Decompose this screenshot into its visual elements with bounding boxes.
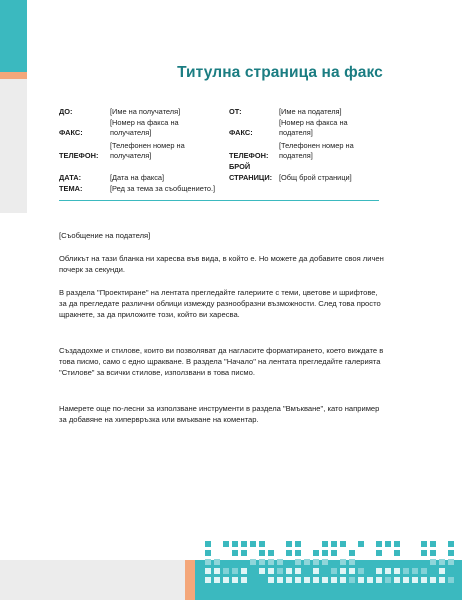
- pattern-pixel: [421, 541, 427, 547]
- from-fax-value-line1[interactable]: [Номер на факса на: [279, 118, 348, 127]
- to-value[interactable]: [Име на получателя]: [110, 107, 181, 116]
- from-phone-label: ТЕЛЕФОН:: [229, 151, 269, 160]
- date-value[interactable]: [Дата на факса]: [110, 173, 165, 182]
- left-gray-bar: [0, 79, 27, 213]
- from-phone-value-line1[interactable]: [Телефонен номер на: [279, 141, 354, 150]
- pattern-pixel: [448, 559, 454, 565]
- fax-label: ФАКС:: [59, 128, 83, 137]
- pattern-pixel: [421, 577, 427, 583]
- pattern-pixel: [268, 568, 274, 574]
- pattern-pixel: [439, 577, 445, 583]
- bottom-orange-strip: [185, 560, 195, 600]
- pattern-pixel: [268, 550, 274, 556]
- pattern-pixel: [295, 559, 301, 565]
- pattern-pixel: [358, 568, 364, 574]
- pattern-pixel: [403, 568, 409, 574]
- body-paragraph-4[interactable]: Намерете още по-лесни за използване инструменти в раздела "Вмъкване", като например за добавяне на хипервръзка или вмъкване на коментар.: [59, 404, 380, 424]
- pattern-pixel: [241, 577, 247, 583]
- from-phone-value-line2[interactable]: подателя]: [279, 151, 313, 160]
- pattern-pixel: [403, 577, 409, 583]
- fax-value-line2[interactable]: получателя]: [110, 128, 152, 137]
- pattern-pixel: [232, 568, 238, 574]
- pattern-pixel: [322, 541, 328, 547]
- body-paragraph-3[interactable]: Създадохме и стилове, които ви позволяват да нагласите форматирането, което виждате в това писмо, само с едно щракване. В раздела "Начало" на лентата прегледайте галерията "Стилове" за всички стилове, използвани в това писмо.: [59, 346, 384, 377]
- pattern-pixel: [241, 550, 247, 556]
- pattern-pixel: [259, 550, 265, 556]
- pattern-pixel: [295, 568, 301, 574]
- pattern-pixel: [214, 568, 220, 574]
- pattern-pixel: [250, 541, 256, 547]
- pattern-pixel: [349, 577, 355, 583]
- pattern-pixel: [259, 559, 265, 565]
- pattern-pixel: [349, 559, 355, 565]
- pattern-pixel: [439, 568, 445, 574]
- pattern-pixel: [376, 568, 382, 574]
- pattern-pixel: [205, 568, 211, 574]
- from-fax-value-line2[interactable]: подателя]: [279, 128, 313, 137]
- pattern-pixel: [385, 577, 391, 583]
- body-paragraph-1[interactable]: Обликът на тази бланка ни харесва във вида, в който е. Но можете да добавите своя личен почерк за секунди.: [59, 254, 384, 274]
- pattern-pixel: [313, 568, 319, 574]
- pattern-pixel: [376, 550, 382, 556]
- from-value[interactable]: [Име на подателя]: [279, 107, 342, 116]
- pattern-pixel: [376, 577, 382, 583]
- pattern-pixel: [340, 577, 346, 583]
- pattern-pixel: [295, 541, 301, 547]
- pattern-pixel: [331, 568, 337, 574]
- pattern-pixel: [232, 550, 238, 556]
- pattern-pixel: [367, 577, 373, 583]
- pattern-pixel: [223, 568, 229, 574]
- header-divider: [59, 200, 379, 201]
- pages-value[interactable]: [Общ брой страници]: [279, 173, 352, 182]
- pattern-pixel: [205, 550, 211, 556]
- pattern-pixel: [358, 577, 364, 583]
- subject-value[interactable]: [Ред за тема за съобщението.]: [110, 184, 216, 193]
- pattern-pixel: [286, 577, 292, 583]
- pattern-pixel: [277, 559, 283, 565]
- pattern-pixel: [259, 568, 265, 574]
- pattern-pixel: [214, 577, 220, 583]
- pattern-pixel: [277, 577, 283, 583]
- pattern-pixel: [448, 577, 454, 583]
- pattern-pixel: [205, 541, 211, 547]
- pattern-pixel: [349, 568, 355, 574]
- pattern-pixel: [394, 577, 400, 583]
- pattern-pixel: [340, 559, 346, 565]
- pattern-pixel: [241, 541, 247, 547]
- pattern-pixel: [385, 541, 391, 547]
- pattern-pixel: [331, 577, 337, 583]
- pattern-pixel: [295, 550, 301, 556]
- pattern-pixel: [313, 559, 319, 565]
- pattern-pixel: [286, 550, 292, 556]
- pattern-pixel: [304, 559, 310, 565]
- pattern-pixel: [214, 559, 220, 565]
- pattern-pixel: [430, 550, 436, 556]
- phone-value-line1[interactable]: [Телефонен номер на: [110, 141, 185, 150]
- body-paragraph-2[interactable]: В раздела "Проектиране" на лентата прегледайте галериите с теми, цветове и шрифтове, за да прегледате различни облици измежду разнообразни възможности. След това просто щракнете, за да приложите този, който ви харесва.: [59, 288, 381, 319]
- pattern-pixel: [430, 559, 436, 565]
- pattern-pixel: [340, 568, 346, 574]
- left-orange-bar: [0, 72, 27, 79]
- pattern-pixel: [322, 550, 328, 556]
- pattern-pixel: [448, 550, 454, 556]
- pattern-pixel: [286, 541, 292, 547]
- page-title: Титулна страница на факс: [177, 64, 383, 81]
- pattern-pixel: [322, 577, 328, 583]
- left-teal-bar: [0, 0, 27, 72]
- pattern-pixel: [439, 559, 445, 565]
- pattern-pixel: [259, 541, 265, 547]
- pattern-pixel: [268, 577, 274, 583]
- pages-label-line2: СТРАНИЦИ:: [229, 173, 273, 182]
- date-label: ДАТА:: [59, 173, 82, 182]
- pattern-pixel: [430, 541, 436, 547]
- pattern-pixel: [412, 568, 418, 574]
- pattern-pixel: [448, 541, 454, 547]
- fax-value-line1[interactable]: [Номер на факса на: [110, 118, 179, 127]
- pattern-pixel: [331, 550, 337, 556]
- pattern-pixel: [394, 568, 400, 574]
- pattern-pixel: [421, 550, 427, 556]
- phone-label: ТЕЛЕФОН:: [59, 151, 99, 160]
- pattern-pixel: [205, 577, 211, 583]
- pattern-pixel: [385, 568, 391, 574]
- pattern-pixel: [232, 541, 238, 547]
- pattern-pixel: [313, 550, 319, 556]
- pattern-pixel: [286, 568, 292, 574]
- pattern-pixel: [412, 577, 418, 583]
- pattern-pixel: [223, 541, 229, 547]
- sender-message[interactable]: [Съобщение на подателя]: [59, 231, 151, 240]
- pattern-pixel: [223, 577, 229, 583]
- to-label: ДО:: [59, 107, 73, 116]
- pattern-pixel: [376, 541, 382, 547]
- pattern-pixel: [349, 550, 355, 556]
- phone-value-line2[interactable]: получателя]: [110, 151, 152, 160]
- pattern-pixel: [322, 559, 328, 565]
- pages-label-line1: БРОЙ: [229, 162, 251, 171]
- pattern-pixel: [277, 568, 283, 574]
- pattern-pixel: [340, 541, 346, 547]
- from-fax-label: ФАКС:: [229, 128, 253, 137]
- pattern-pixel: [394, 541, 400, 547]
- pattern-pixel: [304, 577, 310, 583]
- pattern-pixel: [295, 577, 301, 583]
- pattern-pixel: [430, 577, 436, 583]
- pattern-pixel: [268, 559, 274, 565]
- pattern-pixel: [313, 577, 319, 583]
- pattern-pixel: [358, 541, 364, 547]
- pattern-pixel: [232, 577, 238, 583]
- pattern-pixel: [241, 568, 247, 574]
- from-label: ОТ:: [229, 107, 242, 116]
- pattern-pixel: [205, 559, 211, 565]
- pattern-pixel: [421, 568, 427, 574]
- pattern-pixel: [331, 541, 337, 547]
- pattern-pixel: [250, 559, 256, 565]
- pattern-pixel: [394, 550, 400, 556]
- subject-label: ТЕМА:: [59, 184, 83, 193]
